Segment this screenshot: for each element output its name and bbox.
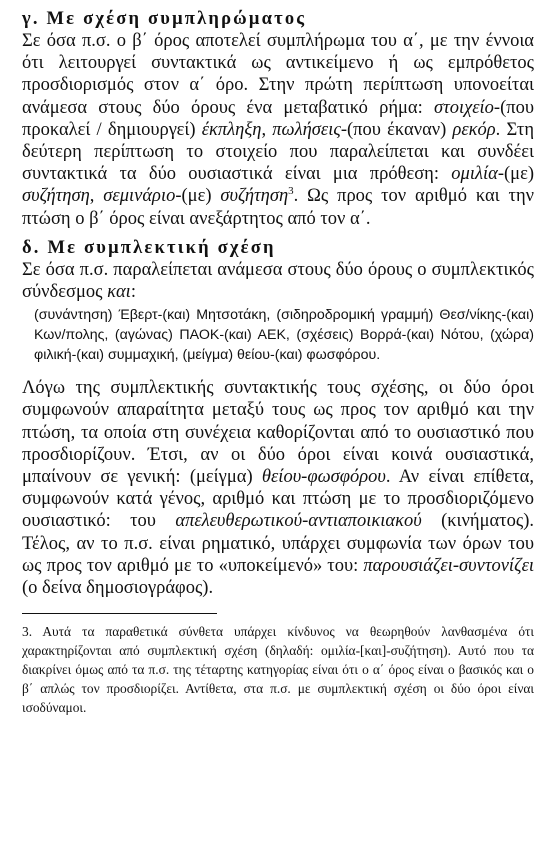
footnote-text: 3. Αυτά τα παραθετικά σύνθετα υπάρχει κίνδυνος να θεωρηθούν λανθασμένα ότι χαρακτηρίζονται από συμπλεκτική σχέση (δηλαδή: ομιλία-[και]-συζήτηση). Αυτό που τα διακρίνει όμως από τα π.σ. της τέταρτης κατηγορίας είναι ότι ο α΄ όρος είναι ο βασικός και ο β΄ απλώς τον προσδιορίζει. Αντίθετα, στα π.σ. με συμπλεκτική σχέση οι δύο όροι είναι ισοδύναμοι. [22, 624, 534, 716]
text-run: Σε όσα π.σ. παραλείπεται ανάμεσα στους δύο όρους ο συμπλεκτικός σύνδεσμος [22, 259, 534, 303]
text-run: (που προκαλεί / δημιουργεί) [22, 97, 534, 140]
section-g-paragraph [22, 30, 534, 230]
italic-example: σεμινάριο- [103, 186, 182, 207]
text-run: Σε όσα π.σ. ο β΄ όρος αποτελεί συμπλήρωμα του α΄, με την έννοια ότι λειτουργεί συντακτικά ως αντικείμενο ή ως εμπρόθετος προσδιορισμός στον α΄ όρο. Στην πρώτη περίπτωση υπονοείται ανάμεσα στους δύο όρους ένα μεταβατικό ρήμα: [22, 31, 534, 118]
italic-example: συζήτηση [22, 186, 90, 207]
text-run: : [130, 282, 136, 303]
text-run: . Αν είναι επίθετα, συμφωνούν κατά γένος, αριθμό και πτώση με το προσδιοριζόμενο ουσιαστικό: του [22, 467, 534, 532]
footnote-divider [22, 613, 217, 614]
italic-example: ομιλία- [451, 164, 504, 185]
footnote-ref: 3 [288, 185, 294, 198]
text-run: (κινήματος). Τέλος, αν το π.σ. είναι ρηματικό, υπάρχει συμφωνία των όρων του ως προς τον αριθμό με το «υποκείμενό» του: [22, 511, 534, 576]
italic-example: έκπληξη [201, 119, 262, 140]
italic-example: πωλήσεις- [272, 119, 348, 140]
italic-example: θείου-φωσφόρου [261, 467, 386, 488]
text-run: , [89, 186, 104, 207]
text-run: , [261, 119, 273, 140]
section-d-heading: δ. Με συμπλεκτική σχέση [22, 237, 276, 258]
text-run: . Στη δεύτερη περίπτωση το στοιχείο που παραλείπεται και συνδέει συντακτικά τα δύο ουσιαστικά είναι μια πρόθεση: [22, 119, 534, 185]
text-run: Λόγω της συμπλεκτικής συντακτικής τους σχέσης, οι δύο όροι συμφωνούν απαραίτητα μεταξύ τους ως προς τον αριθμό και την πτώση, τα οποία στη συνέχεια καθορίζονται από το ουσιαστικό που προσδιορίζουν. Έτσι, αν οι δύο όροι είναι κοινά ουσιαστικά, μπαίνουν σε γενική: (μείγμα) [22, 378, 534, 488]
examples-block: (συνάντηση) Έβερτ-(και) Μητσοτάκη, (σιδηροδρομική γραμμή) Θεσ/νίκης-(και) Κων/πολης, (αγώνας) ΠΑΟΚ-(και) ΑΕΚ, (σχέσεις) Βορρά-(και) Νότου, (χώρα) φιλική-(και) συμμαχική, (μείγμα) θείου-(και) φωσφόρου. [34, 307, 534, 364]
text-run: (με) [181, 186, 221, 207]
agreement-paragraph [22, 377, 534, 599]
italic-example: απελευθερωτικού-αντιαποικιακού [175, 511, 422, 532]
text-run: (που έκαναν) [347, 119, 453, 140]
text-run: (με) [503, 164, 534, 185]
italic-example: στοιχείο- [433, 97, 501, 118]
section-g-heading: γ. Με σχέση συμπληρώματος [22, 9, 307, 29]
text-run: (ο δείνα δημοσιογράφος). [22, 578, 214, 599]
italic-example: συζήτηση [220, 186, 289, 207]
section-d-paragraph [22, 259, 534, 303]
text-run: . Ως προς τον αριθμό και την πτώση ο β΄ όρος είναι ανεξάρτητος από τον α΄. [22, 186, 534, 229]
italic-example: ρεκόρ [452, 119, 496, 140]
italic-conjunction: και [107, 282, 131, 303]
italic-example: παρουσιάζει-συντονίζει [363, 555, 534, 576]
